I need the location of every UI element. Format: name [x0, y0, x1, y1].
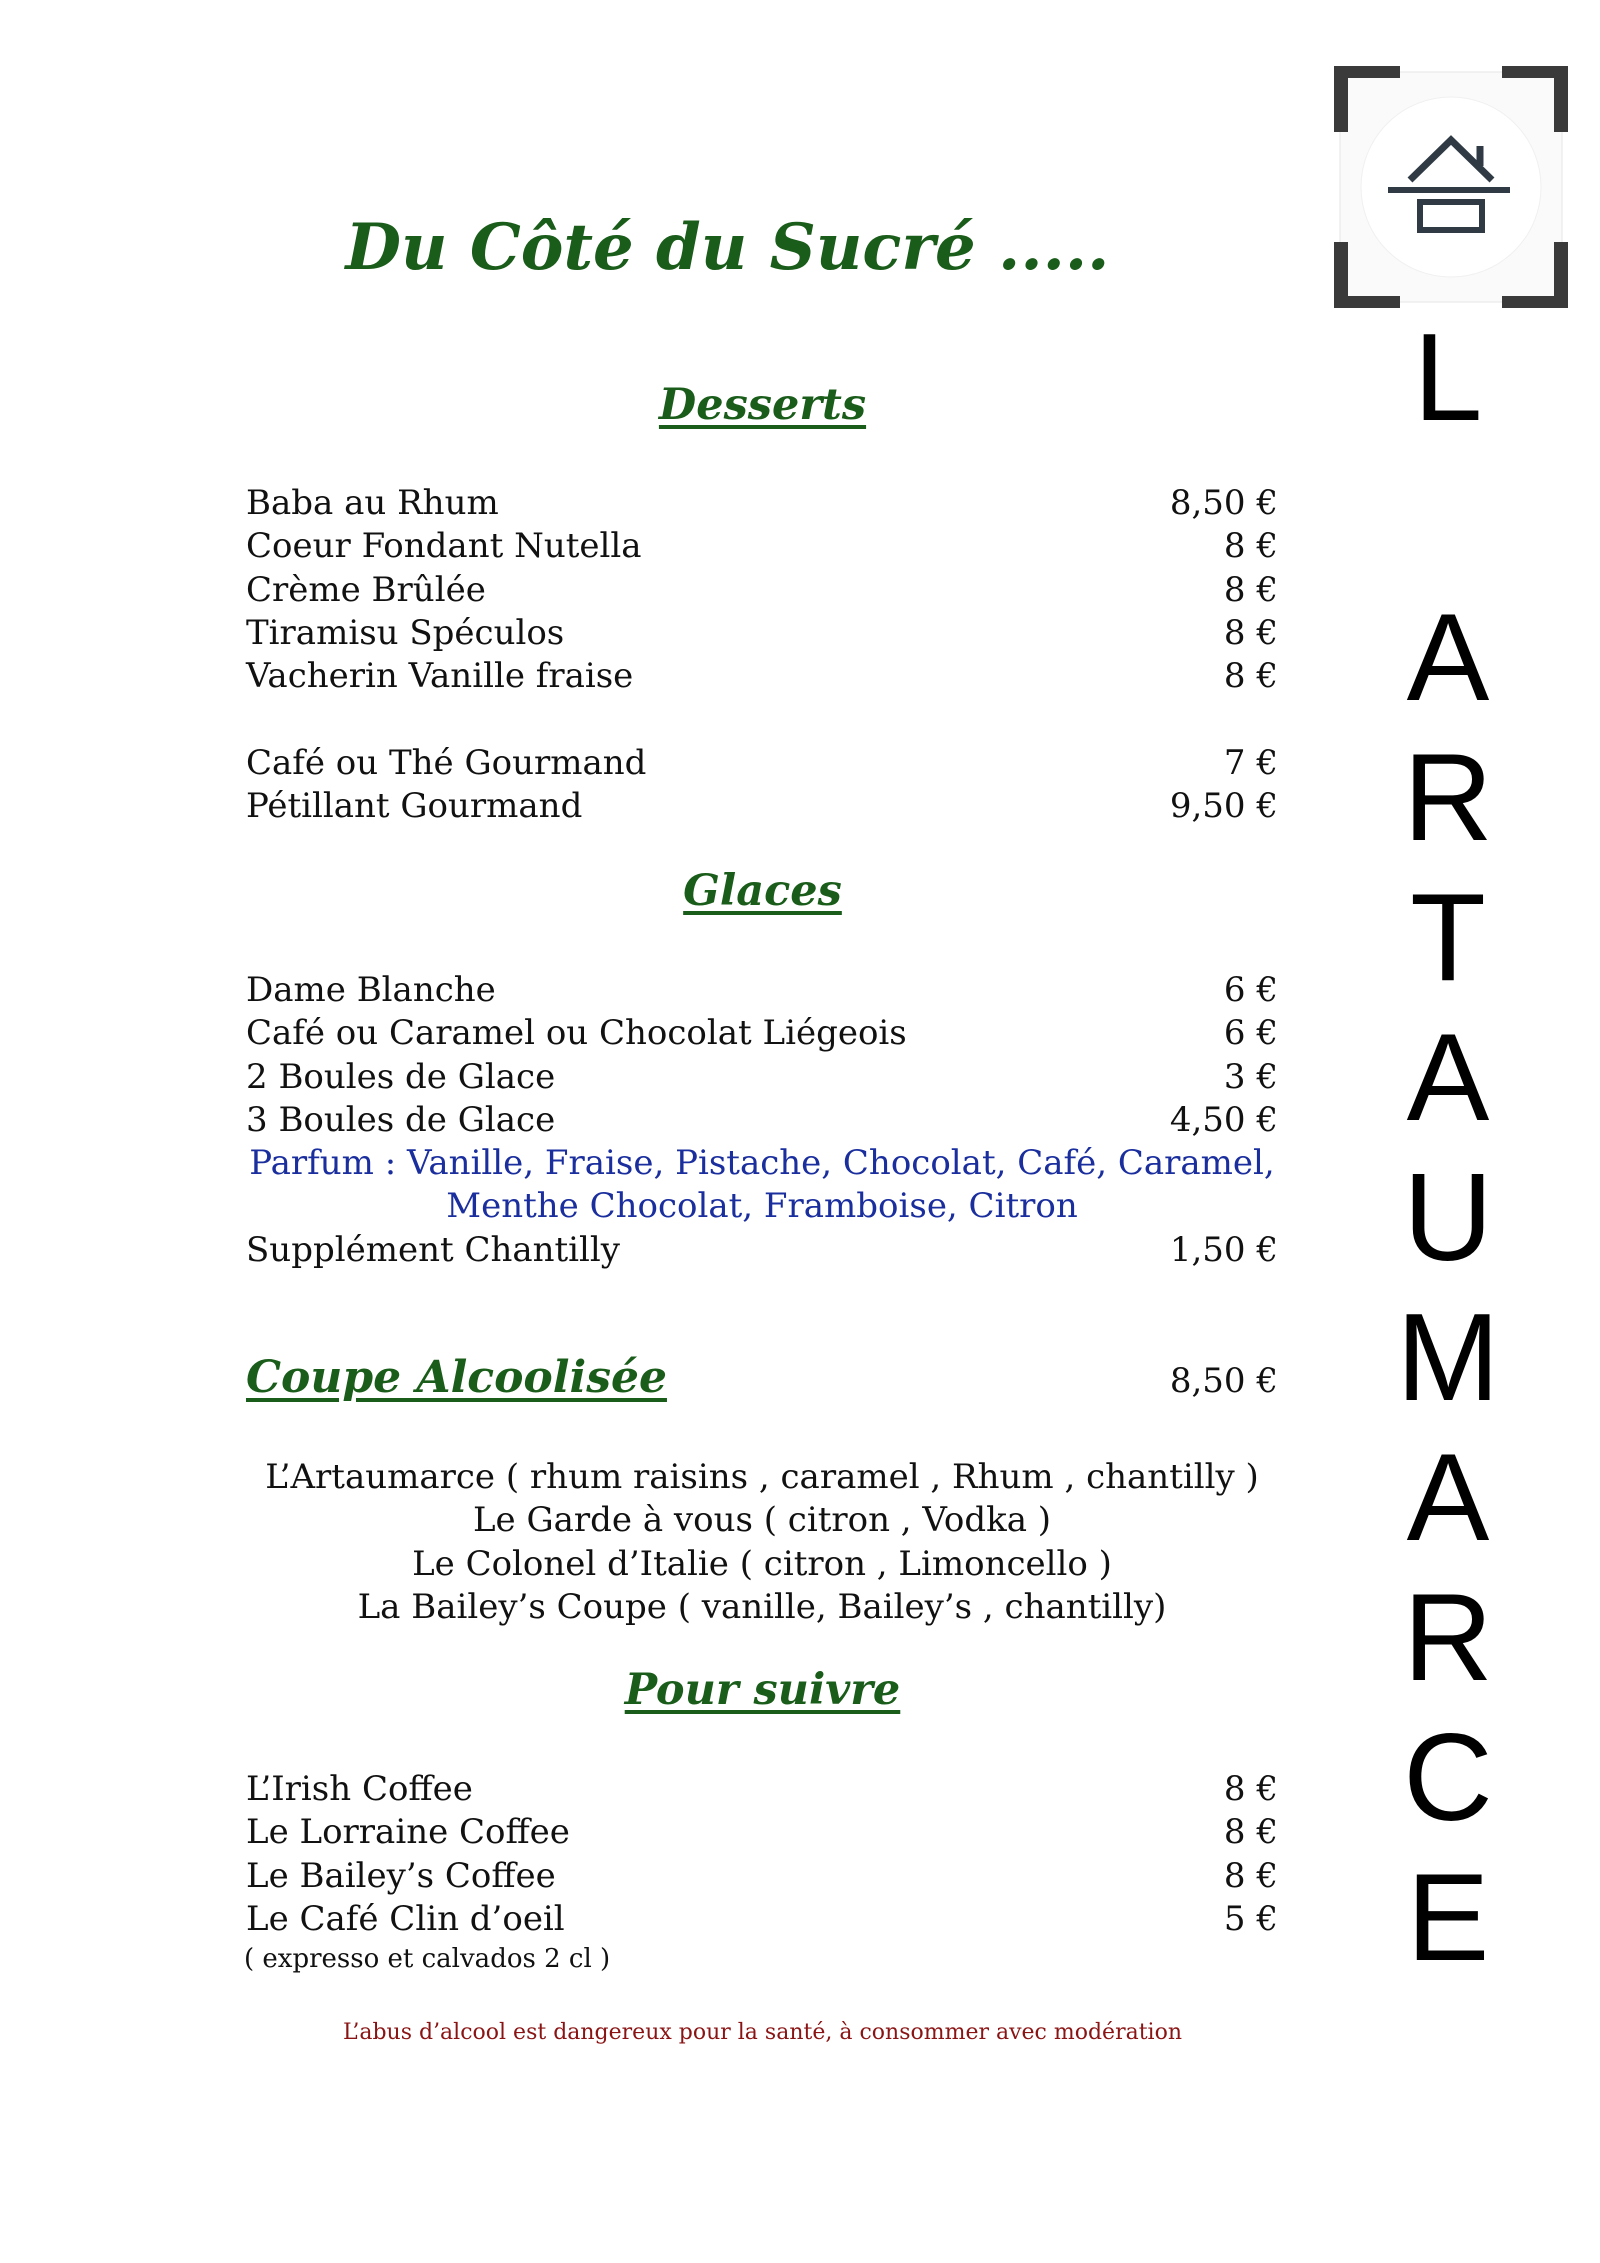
item-price: 8 € — [1223, 1769, 1278, 1809]
brand-letter: A — [1406, 589, 1490, 727]
list-item — [246, 742, 1278, 785]
brand-letter: C — [1403, 1709, 1493, 1847]
list-item — [246, 969, 1278, 1012]
item-price: 5 € — [1223, 1898, 1278, 1939]
item-price: 7 € — [1223, 743, 1278, 783]
brand-letter: A — [1406, 1429, 1490, 1567]
glaces-list — [246, 969, 1278, 1272]
list-item — [246, 1855, 1278, 1898]
list-item — [246, 655, 1278, 698]
item-name: Pétillant Gourmand — [246, 786, 583, 827]
list-item — [246, 1056, 1278, 1099]
brand-letter: R — [1403, 729, 1493, 867]
list-item — [246, 569, 1278, 612]
alcohol-disclaimer: L’abus d’alcool est dangereux pour la santé, à consommer avec modération — [343, 2020, 1182, 2045]
brand-letter — [1378, 448, 1518, 588]
item-name: Coeur Fondant Nutella — [246, 526, 642, 567]
item-name: Vacherin Vanille fraise — [246, 656, 634, 697]
item-price: 8,50 € — [1169, 483, 1278, 523]
coupe-price: 8,50 € — [1169, 1361, 1278, 1401]
coupe-header — [246, 1352, 1278, 1403]
list-item — [246, 785, 1278, 828]
pour-suivre-list — [246, 1768, 1278, 1941]
desserts-heading: Desserts — [658, 380, 867, 430]
item-price: 8 € — [1223, 1812, 1278, 1853]
gourmand-list — [246, 742, 1278, 829]
item-name: Café ou Caramel ou Chocolat Liégeois — [246, 1013, 907, 1054]
item-name: Supplément Chantilly — [246, 1229, 621, 1270]
list-item — [246, 1898, 1278, 1941]
list-item: Le Garde à vous ( citron , Vodka ) — [472, 1500, 1052, 1541]
item-price: 6 € — [1223, 970, 1278, 1010]
page-title: Du Côté du Sucré ..... — [345, 210, 1110, 285]
item-price: 8 € — [1223, 612, 1278, 653]
brand-letter: E — [1406, 1849, 1490, 1987]
list-item — [246, 1229, 1278, 1272]
item-price: 6 € — [1223, 1013, 1278, 1054]
list-item: La Bailey’s Coupe ( vanille, Bailey’s , chantilly) — [357, 1586, 1167, 1627]
item-price: 1,50 € — [1169, 1229, 1278, 1270]
brand-letter: L — [1413, 309, 1483, 447]
item-price: 8 € — [1223, 526, 1278, 567]
list-item — [246, 1811, 1278, 1854]
pour-suivre-heading: Pour suivre — [624, 1665, 901, 1715]
item-price: 4,50 € — [1169, 1099, 1278, 1140]
coupe-heading: Coupe Alcoolisée — [246, 1352, 667, 1403]
item-name: Café ou Thé Gourmand — [246, 743, 647, 783]
item-name: Dame Blanche — [246, 970, 496, 1010]
desserts-list — [246, 482, 1278, 698]
brand-letter: M — [1396, 1289, 1500, 1427]
brand-letter: T — [1410, 869, 1486, 1007]
item-name: Baba au Rhum — [246, 483, 499, 523]
item-price: 8 € — [1223, 1855, 1278, 1896]
coupe-list — [246, 1456, 1278, 1629]
item-name: Le Café Clin d’oeil — [246, 1898, 565, 1939]
brand-letter: A — [1406, 1009, 1490, 1147]
list-item — [246, 482, 1278, 525]
list-item: L’Artaumarce ( rhum raisins , caramel , Rhum , chantilly ) — [265, 1457, 1259, 1497]
item-price: 9,50 € — [1169, 786, 1278, 827]
item-name: 3 Boules de Glace — [246, 1099, 556, 1140]
list-item: Le Colonel d’Italie ( citron , Limoncello ) — [412, 1543, 1112, 1584]
brand-letter: R — [1403, 1569, 1493, 1707]
item-name: L’Irish Coffee — [246, 1769, 473, 1809]
item-price: 8 € — [1223, 569, 1278, 610]
list-item — [246, 1768, 1278, 1811]
cafe-clin-note: ( expresso et calvados 2 cl ) — [244, 1944, 611, 1974]
item-name: Tiramisu Spéculos — [246, 612, 565, 653]
item-name: Le Bailey’s Coffee — [246, 1855, 556, 1896]
brand-vertical-name — [1378, 308, 1518, 1988]
list-item — [246, 612, 1278, 655]
item-name: 2 Boules de Glace — [246, 1056, 556, 1097]
list-item — [246, 525, 1278, 568]
parfum-line-1: Parfum : Vanille, Fraise, Pistache, Chocolat, Café, Caramel, — [249, 1143, 1275, 1184]
list-item — [246, 1012, 1278, 1055]
brand-letter: U — [1403, 1149, 1493, 1287]
item-price: 3 € — [1223, 1056, 1278, 1097]
item-name: Crème Brûlée — [246, 569, 486, 610]
parfum-line-2: Menthe Chocolat, Framboise, Citron — [446, 1186, 1078, 1227]
item-price: 8 € — [1223, 656, 1278, 697]
glaces-heading: Glaces — [683, 866, 842, 916]
list-item — [246, 1099, 1278, 1142]
item-name: Le Lorraine Coffee — [246, 1812, 570, 1853]
